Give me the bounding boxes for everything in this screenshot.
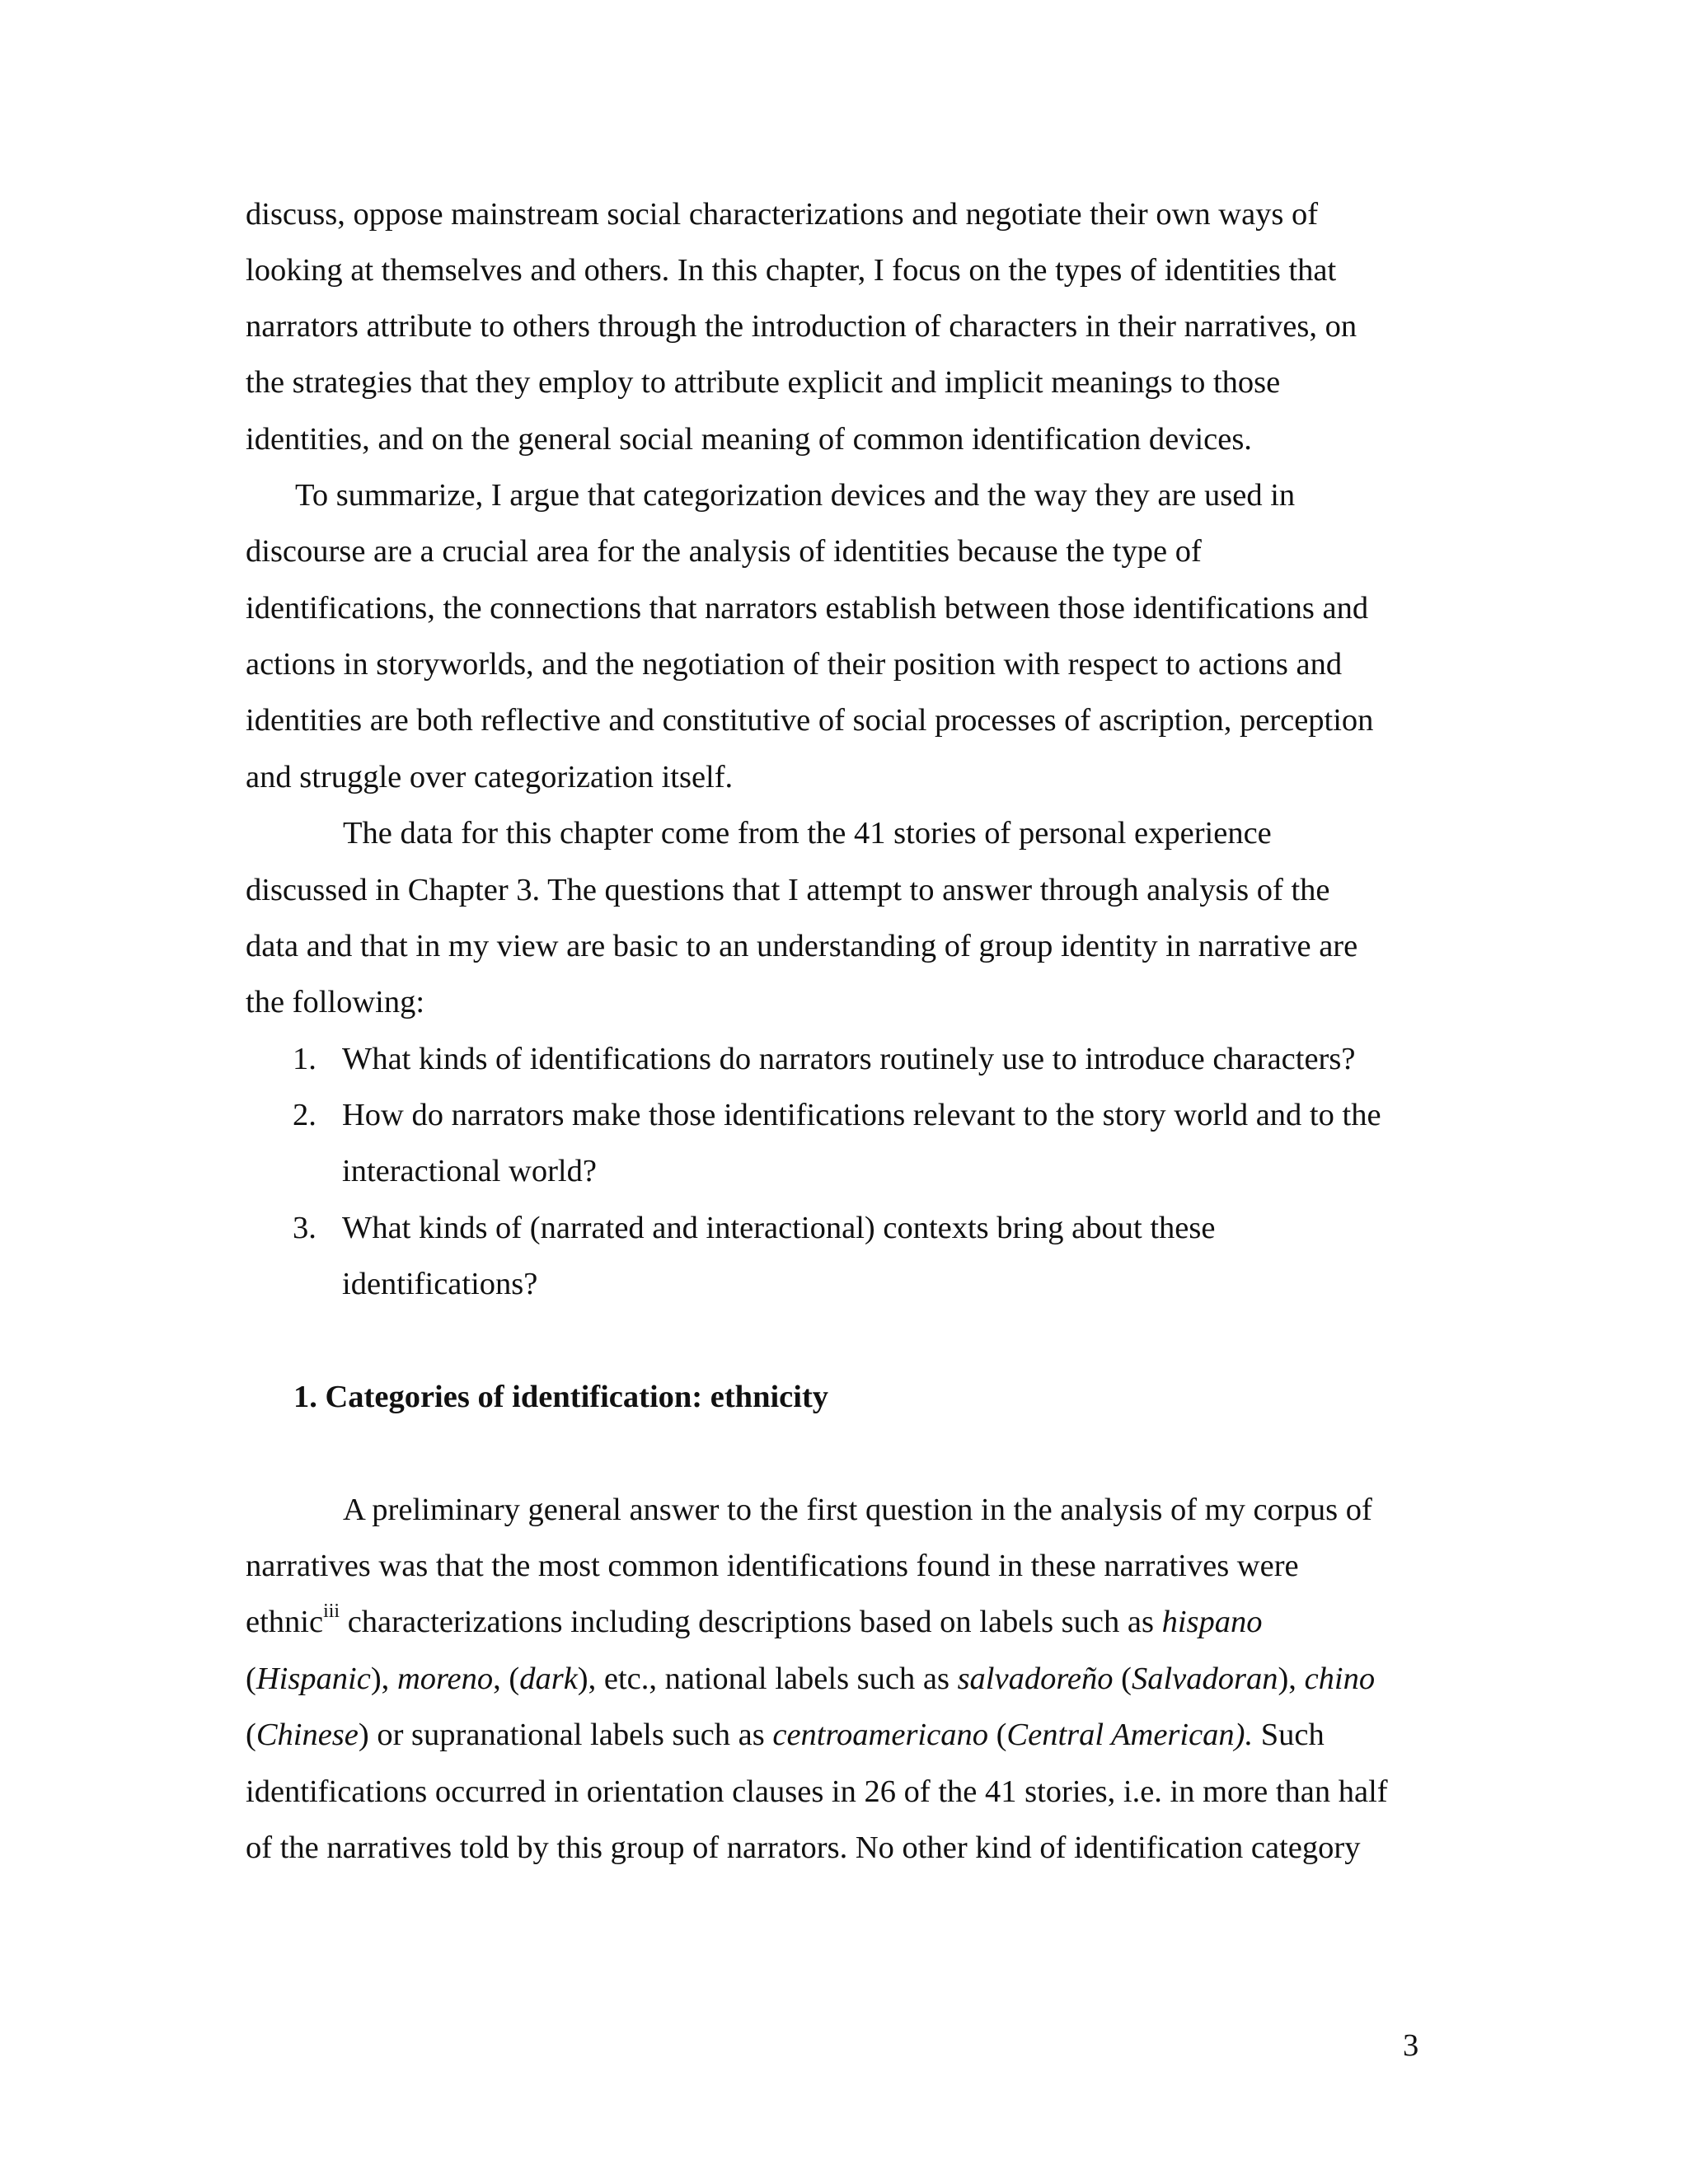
- paragraph-3-line: discussed in Chapter 3. The questions that I attempt to answer through analysis of the: [246, 873, 1330, 907]
- text-run: ethnic: [246, 1605, 324, 1639]
- text-run: ),: [1278, 1661, 1305, 1696]
- text-run: ) or supranational labels such as: [358, 1718, 773, 1752]
- question-number: 3.: [293, 1211, 316, 1245]
- question-text: identifications?: [342, 1267, 538, 1301]
- paragraph-3-line: data and that in my view are basic to an understanding of group identity in narrative are: [246, 929, 1358, 963]
- question-number: 2.: [293, 1098, 316, 1132]
- question-text: How do narrators make those identifications relevant to the story world and to the: [342, 1098, 1381, 1132]
- text-run: (: [246, 1718, 256, 1752]
- footnote-marker[interactable]: iii: [323, 1601, 340, 1623]
- paragraph-4-line: narratives was that the most common identifications found in these narratives were: [246, 1549, 1299, 1583]
- paragraph-4-line: [246, 1661, 1375, 1697]
- text-run: , (: [493, 1661, 520, 1696]
- paragraph-1-line: narrators attribute to others through the introduction of characters in their narratives, on: [246, 309, 1357, 344]
- italic-term: hispano: [1161, 1605, 1263, 1639]
- paragraph-2-line: identities are both reflective and constitutive of social processes of ascription, perception: [246, 703, 1374, 738]
- paragraph-4-line: of the narratives told by this group of narrators. No other kind of identification category: [246, 1830, 1361, 1865]
- text-run: Such: [1253, 1718, 1325, 1752]
- italic-term: Hispanic: [256, 1661, 371, 1696]
- paragraph-1-line: the strategies that they employ to attribute explicit and implicit meanings to those: [246, 365, 1281, 400]
- text-run: characterizations including descriptions based on labels such as: [340, 1605, 1162, 1639]
- paragraph-1-line: discuss, oppose mainstream social characterizations and negotiate their own ways of: [246, 197, 1319, 232]
- italic-term: Chinese: [256, 1718, 359, 1752]
- paragraph-3-line: the following:: [246, 985, 425, 1019]
- paragraph-2-line: and struggle over categorization itself.: [246, 760, 734, 794]
- text-run: ),: [370, 1661, 397, 1696]
- italic-term: salvadoreño: [957, 1661, 1114, 1696]
- italic-term: Salvadoran: [1131, 1661, 1278, 1696]
- question-text: interactional world?: [342, 1154, 597, 1188]
- paragraph-4-line: A preliminary general answer to the first question in the analysis of my corpus of: [343, 1493, 1372, 1527]
- paragraph-1-line: identities, and on the general social meaning of common identification devices.: [246, 422, 1252, 457]
- text-run: ), etc., national labels such as: [577, 1661, 958, 1696]
- paragraph-2-line: actions in storyworlds, and the negotiation of their position with respect to actions and: [246, 647, 1343, 682]
- text-run: (: [987, 1718, 1007, 1752]
- paragraph-2-line: identifications, the connections that narrators establish between those identifications and: [246, 591, 1369, 626]
- italic-term: Central American).: [1006, 1718, 1254, 1752]
- text-run: (: [1113, 1661, 1132, 1696]
- paragraph-2-line: discourse are a crucial area for the analysis of identities because the type of: [246, 534, 1202, 569]
- italic-term: moreno: [396, 1661, 494, 1696]
- section-heading: 1. Categories of identification: ethnicity: [293, 1380, 829, 1414]
- italic-term: centroamericano: [772, 1718, 988, 1752]
- italic-term: chino: [1304, 1661, 1376, 1696]
- paragraph-4-line: [246, 1717, 1325, 1753]
- page-number: 3: [1403, 2028, 1419, 2063]
- paragraph-2-line: To summarize, I argue that categorization devices and the way they are used in: [295, 478, 1296, 513]
- text-run: (: [246, 1661, 256, 1696]
- question-text: What kinds of (narrated and interactional) contexts bring about these: [342, 1211, 1216, 1245]
- paragraph-4-line: identifications occurred in orientation clauses in 26 of the 41 stories, i.e. in more than half: [246, 1774, 1388, 1809]
- paragraph-1-line: looking at themselves and others. In this chapter, I focus on the types of identities that: [246, 253, 1337, 288]
- italic-term: dark: [519, 1661, 578, 1696]
- question-number: 1.: [293, 1042, 316, 1076]
- question-text: What kinds of identifications do narrators routinely use to introduce characters?: [342, 1042, 1356, 1076]
- paragraph-4-line: [246, 1601, 1263, 1640]
- paragraph-3-line: The data for this chapter come from the 41 stories of personal experience: [343, 816, 1272, 851]
